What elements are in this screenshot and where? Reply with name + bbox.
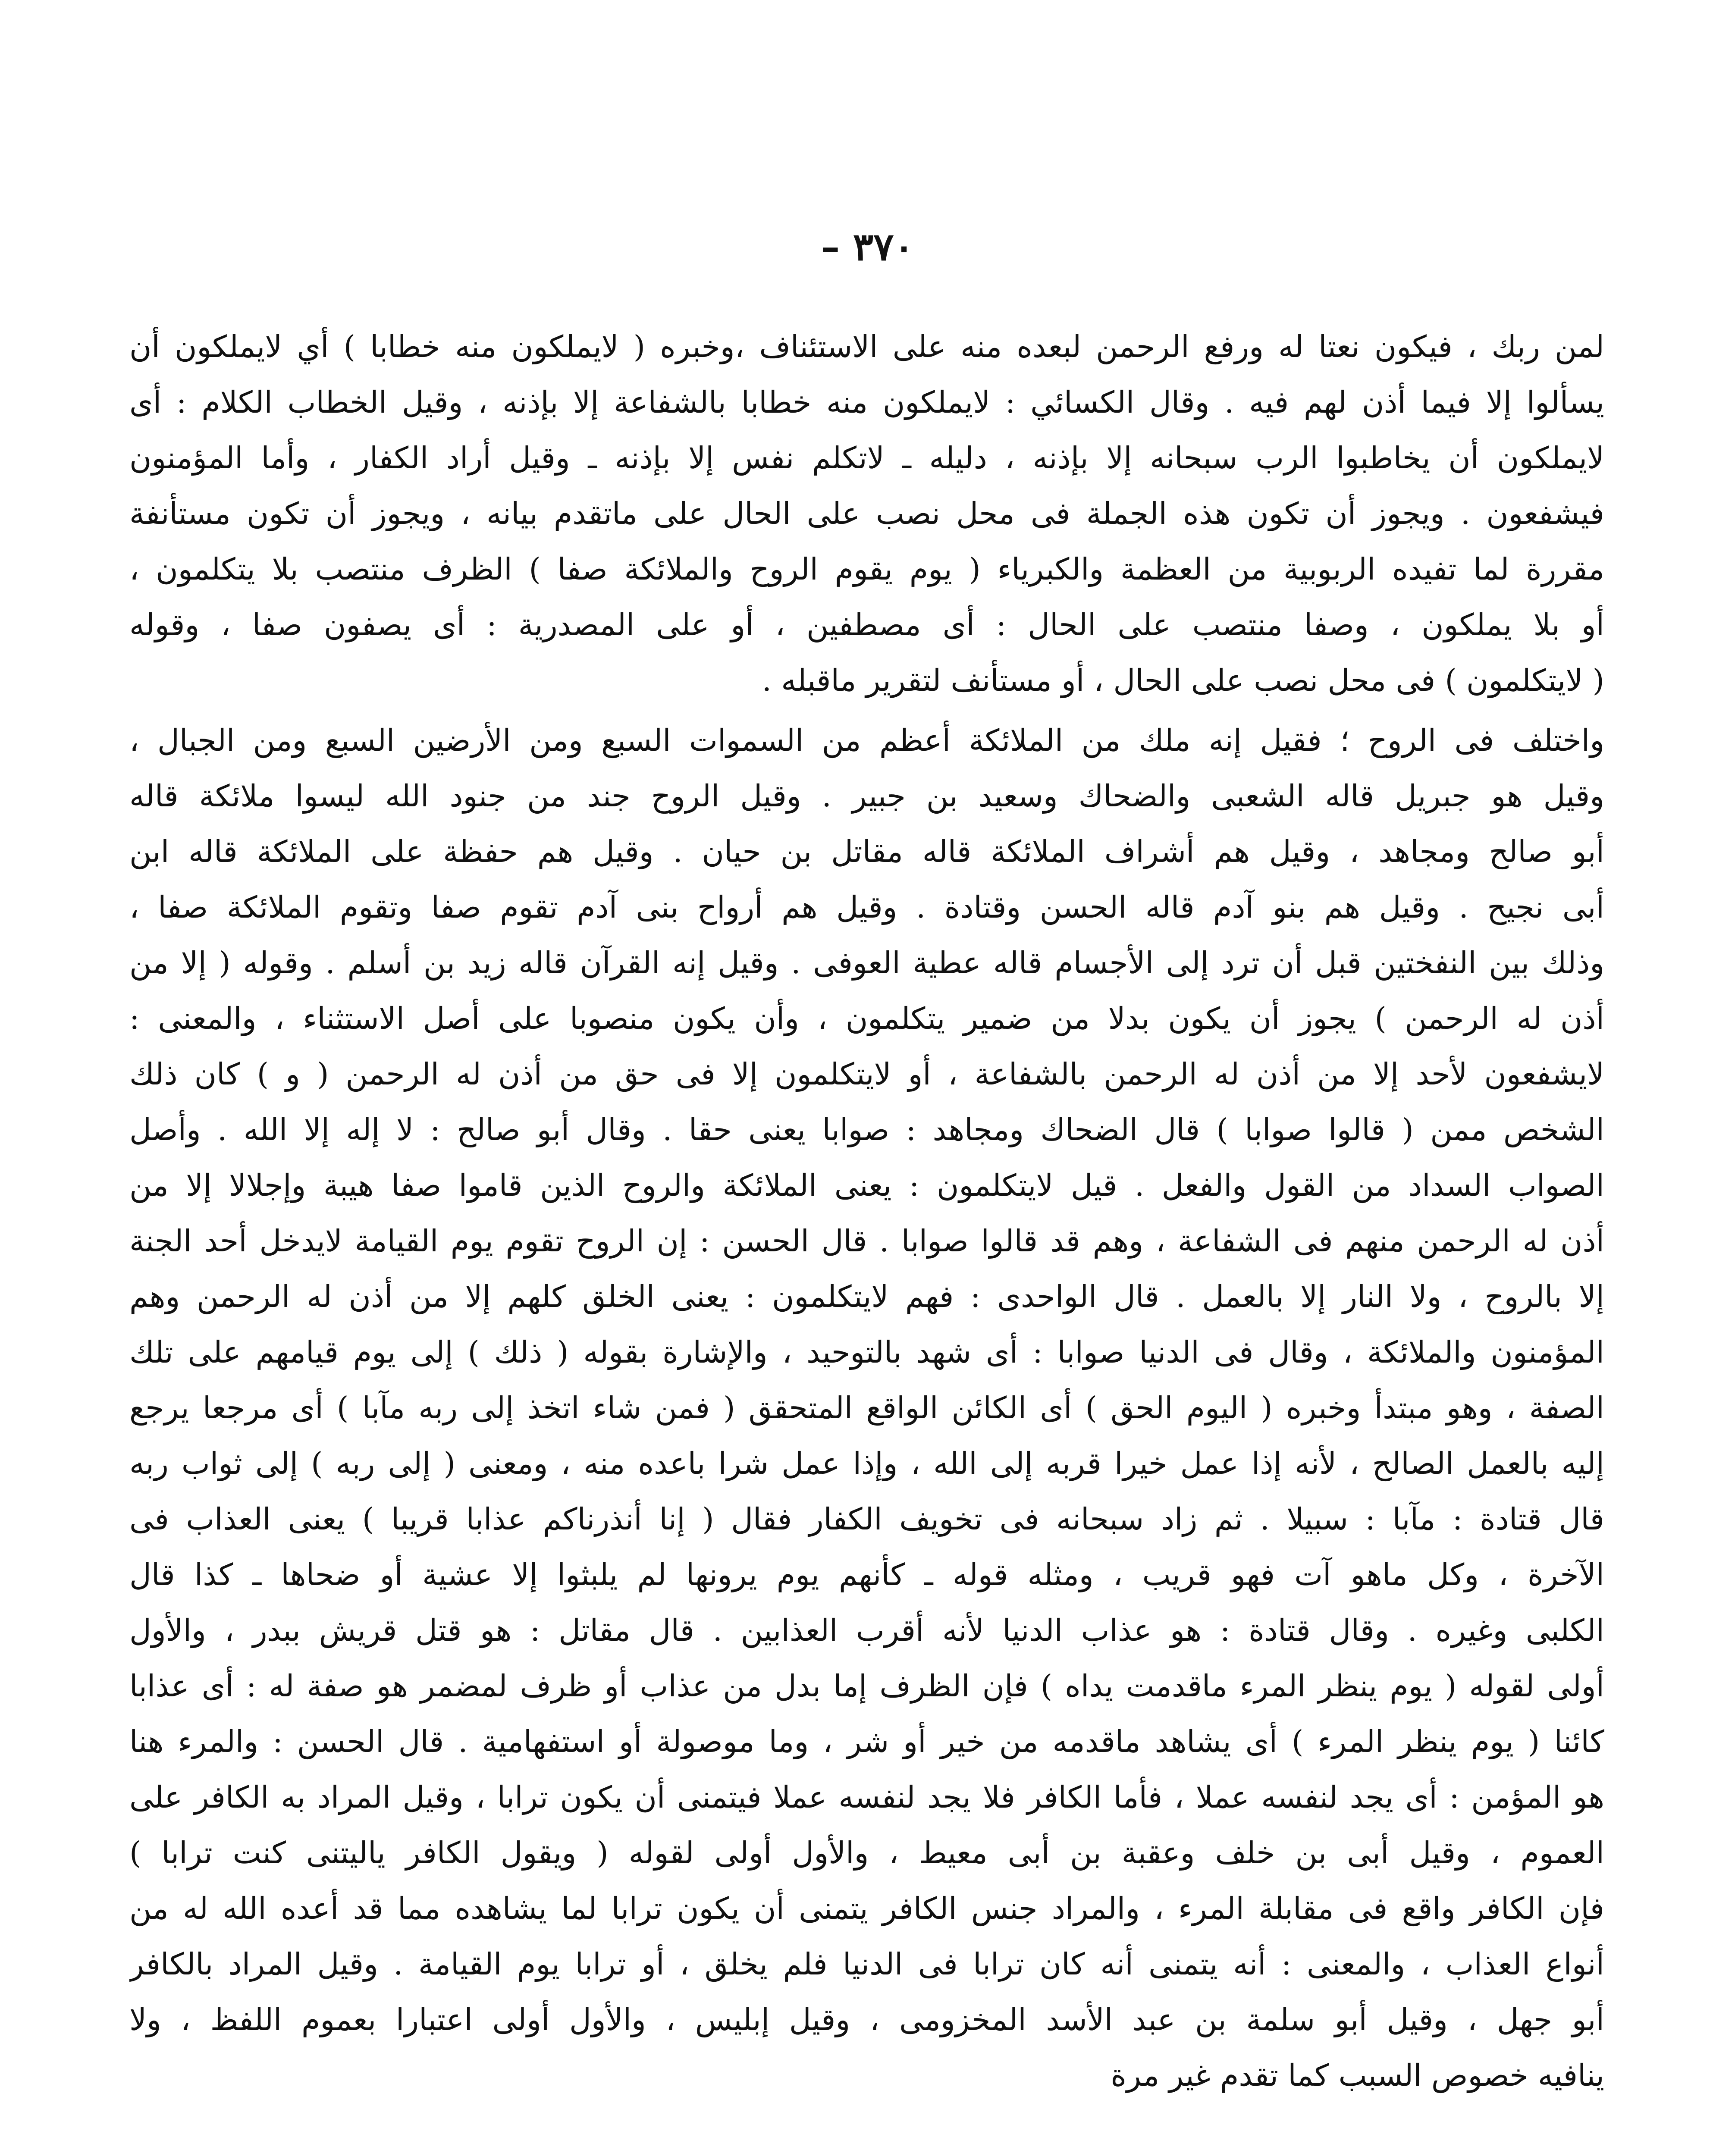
text-line: الصواب السداد من القول والفعل . قيل لايتكلمون : يعنى الملائكة والروح الذين قاموا صفا هيبة وإجلالا إلا من xyxy=(129,1168,1604,1203)
text-line: الشخص ممن ( قالوا صوابا ) قال الضحاك ومجاهد : صوابا يعنى حقا . وقال أبو صالح : لا إله إلا الله . وأصل xyxy=(129,1112,1604,1147)
text-line: إلا بالروح ، ولا النار إلا بالعمل . قال الواحدى : فهم لايتكلمون : يعنى الخلق كلهم إلا من أذن له الرحمن وهم xyxy=(129,1279,1604,1314)
text-line: يسألوا إلا فيما أذن لهم فيه . وقال الكسائي : لايملكون منه خطابا بالشفاعة إلا بإذنه ، وقيل الخطاب الكلام : أى xyxy=(129,385,1604,420)
text-line: لايملكون أن يخاطبوا الرب سبحانه إلا بإذنه ، دليله ـ لاتكلم نفس إلا بإذنه ـ وقيل أراد الكفار ، وأما المؤمنون xyxy=(129,440,1604,476)
text-line: الكلبى وغيره . وقال قتادة : هو عذاب الدنيا لأنه أقرب العذابين . قال مقاتل : هو قتل قريش ببدر ، والأول xyxy=(129,1613,1604,1648)
text-line: الصفة ، وهو مبتدأ وخبره ( اليوم الحق ) أى الكائن الواقع المتحقق ( فمن شاء اتخذ إلى ربه مآبا ) أى مرجعا يرجع xyxy=(129,1390,1604,1426)
text-line: لايشفعون لأحد إلا من أذن له الرحمن بالشفاعة ، أو لايتكلمون إلا فى حق من أذن له الرحمن ( و ) كان ذلك xyxy=(129,1056,1604,1092)
text-line: الآخرة ، وكل ماهو آت فهو قريب ، ومثله قوله ـ كأنهم يوم يرونها لم يلبثوا إلا عشية أو ضحاها ـ كذا قال xyxy=(129,1557,1604,1592)
text-line: أبو جهل ، وقيل أبو سلمة بن عبد الأسد المخزومى ، وقيل إبليس ، والأول أولى اعتبارا بعموم اللفظ ، ولا xyxy=(129,2002,1604,2037)
text-line: قال قتادة : مآبا : سبيلا . ثم زاد سبحانه فى تخويف الكفار فقال ( إنا أنذرناكم عذابا قريبا ) يعنى العذاب فى xyxy=(129,1501,1604,1537)
paragraph xyxy=(129,319,1604,708)
body-text xyxy=(129,319,1604,2103)
page-number: – ٣٧٠ xyxy=(821,224,914,269)
paragraph xyxy=(129,713,1604,2103)
text-line: أذن له الرحمن منهم فى الشفاعة ، وهم قد قالوا صوابا . قال الحسن : إن الروح تقوم يوم القيامة لايدخل أحد الجنة xyxy=(129,1223,1604,1259)
text-line: لمن ربك ، فيكون نعتا له ورفع الرحمن لبعده منه على الاستئناف ،وخبره ( لايملكون منه خطابا ) أي لايملكون أن xyxy=(129,329,1604,364)
text-line: واختلف فى الروح ؛ فقيل إنه ملك من الملائكة أعظم من السموات السبع ومن الأرضين السبع ومن الجبال ، xyxy=(129,723,1604,758)
text-line: فيشفعون . ويجوز أن تكون هذه الجملة فى محل نصب على الحال على ماتقدم بيانه ، ويجوز أن تكون مستأنفة xyxy=(129,496,1604,531)
text-line: مقررة لما تفيده الربوبية من العظمة والكبرياء ( يوم يقوم الروح والملائكة صفا ) الظرف منتصب بلا يتكلمون ، xyxy=(129,552,1604,587)
text-line: فإن الكافر واقع فى مقابلة المرء ، والمراد جنس الكافر يتمنى أن يكون ترابا لما يشاهده مما قد أعده الله له من xyxy=(129,1891,1604,1926)
text-line: وقيل هو جبريل قاله الشعبى والضحاك وسعيد بن جبير . وقيل الروح جند من جنود الله ليسوا ملائكة قاله xyxy=(129,778,1604,814)
text-line: هو المؤمن : أى يجد لنفسه عملا ، فأما الكافر فلا يجد لنفسه عملا فيتمنى أن يكون ترابا ، وقيل المراد به الكافر على xyxy=(129,1780,1604,1815)
text-line: ينافيه خصوص السبب كما تقدم غير مرة xyxy=(1111,2058,1604,2093)
text-line: أولى لقوله ( يوم ينظر المرء ماقدمت يداه ) فإن الظرف إما بدل من عذاب أو ظرف لمضمر هو صفة له : أى عذابا xyxy=(129,1668,1604,1704)
text-line: أو بلا يملكون ، وصفا منتصب على الحال : أى مصطفين ، أو على المصدرية : أى يصفون صفا ، وقوله xyxy=(129,607,1604,642)
text-line: ( لايتكلمون ) فى محل نصب على الحال ، أو مستأنف لتقرير ماقبله . xyxy=(762,663,1604,698)
text-line: أذن له الرحمن ) يجوز أن يكون بدلا من ضمير يتكلمون ، وأن يكون منصوبا على أصل الاستثناء ، والمعنى : xyxy=(129,1001,1604,1036)
text-line: كائنا ( يوم ينظر المرء ) أى يشاهد ماقدمه من خير أو شر ، وما موصولة أو استفهامية . قال الحسن : والمرء هنا xyxy=(129,1724,1604,1759)
text-line: أبو صالح ومجاهد ، وقيل هم أشراف الملائكة قاله مقاتل بن حيان . وقيل هم حفظة على الملائكة قاله ابن xyxy=(129,834,1604,869)
text-line: إليه بالعمل الصالح ، لأنه إذا عمل خيرا قربه إلى الله ، وإذا عمل شرا باعده منه ، ومعنى ( إلى ربه ) إلى ثواب ربه xyxy=(129,1446,1604,1481)
text-line: المؤمنون والملائكة ، وقال فى الدنيا صوابا : أى شهد بالتوحيد ، والإشارة بقوله ( ذلك ) إلى يوم قيامهم على تلك xyxy=(129,1335,1604,1370)
text-line: وذلك بين النفختين قبل أن ترد إلى الأجسام قاله عطية العوفى . وقيل إنه القرآن قاله زيد بن أسلم . وقوله ( إلا من xyxy=(129,945,1604,981)
text-line: أنواع العذاب ، والمعنى : أنه يتمنى أنه كان ترابا فى الدنيا فلم يخلق ، أو ترابا يوم القيامة . وقيل المراد بالكافر xyxy=(129,1946,1604,1982)
text-line: العموم ، وقيل أبى بن خلف وعقبة بن أبى معيط ، والأول أولى لقوله ( ويقول الكافر ياليتنى كنت ترابا ) xyxy=(129,1835,1604,1871)
text-line: أبى نجيح . وقيل هم بنو آدم قاله الحسن وقتادة . وقيل هم أرواح بنى آدم تقوم صفا وتقوم الملائكة صفا ، xyxy=(129,890,1604,925)
